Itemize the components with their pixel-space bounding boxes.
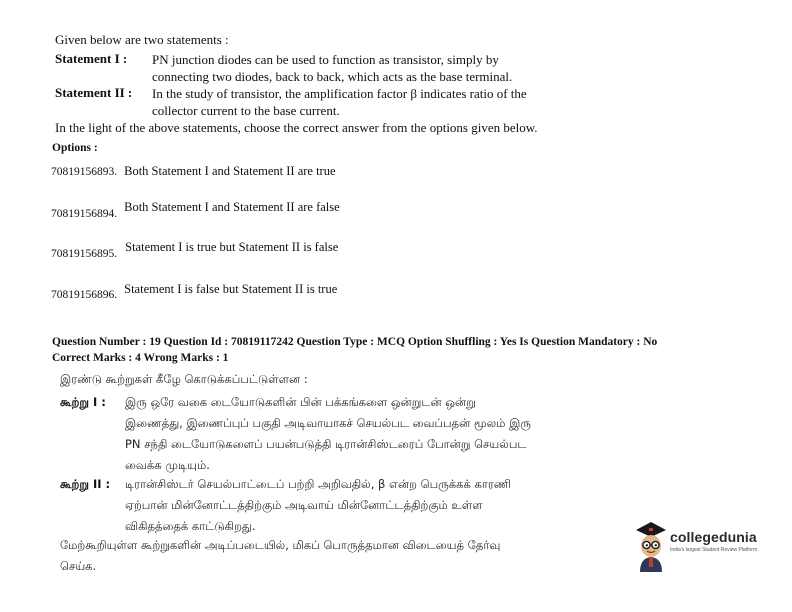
- option-1[interactable]: [51, 162, 336, 180]
- tamil-statement-2-line: ஏற்பான் மின்னோட்டத்திற்கும் அடிவாய் மின்னோட்டத்திற்கும் உள்ள: [125, 498, 483, 512]
- tamil-statement-1-line: இரு ஒரே வகை டையோடுகளின் பின் பக்கங்களை ஒன்றுடன் ஒன்று: [125, 395, 476, 409]
- tamil-statement-1-label: கூற்று I :: [60, 395, 106, 409]
- graduate-mascot-icon: [634, 516, 668, 574]
- statement-1-line: PN junction diodes can be used to function as transistor, simply by: [152, 52, 499, 67]
- option-2[interactable]: [51, 198, 340, 220]
- logo-tagline: India's largest Student Review Platform: [670, 547, 758, 553]
- tamil-statement-2-line: விகிதத்தைக் காட்டுகிறது.: [125, 519, 256, 533]
- question-instruction: In the light of the above statements, choose the correct answer from the options given below.: [55, 120, 538, 135]
- options-heading: Options :: [52, 142, 98, 154]
- statement-2-label: Statement II :: [55, 85, 133, 100]
- collegedunia-logo: [634, 516, 774, 576]
- option-text: Both Statement I and Statement II are false: [124, 200, 340, 214]
- option-id: 70819156895.: [51, 248, 118, 260]
- tamil-statement-2-label: கூற்று II :: [60, 477, 111, 491]
- tamil-instruction: [60, 535, 500, 577]
- statement-2-line: collector current to the base current.: [152, 103, 340, 118]
- tamil-statement-1-line: வைக்க முடியும்.: [125, 458, 210, 472]
- statement-2-text: [152, 85, 527, 119]
- logo-wordmark: collegedunia: [670, 529, 757, 545]
- question-meta-line-1: Question Number : 19 Question Id : 70819117242 Question Type : MCQ Option Shuffling : Yes Is Question Mandatory : No: [52, 336, 658, 348]
- statement-1-label: Statement I :: [55, 51, 128, 66]
- option-id: 70819156894.: [51, 208, 118, 220]
- option-4[interactable]: [51, 280, 338, 301]
- option-id: 70819156893.: [51, 166, 118, 178]
- question-intro: Given below are two statements :: [55, 32, 229, 47]
- tamil-question-intro: இரண்டு கூற்றுகள் கீழே கொடுக்கப்பட்டுள்ளன :: [60, 372, 308, 386]
- tamil-statement-1-text: [125, 392, 531, 476]
- statement-1-line: connecting two diodes, back to back, which acts as the base terminal.: [152, 69, 513, 84]
- question-meta-line-2: Correct Marks : 4 Wrong Marks : 1: [52, 352, 229, 364]
- tamil-instruction-line: செய்க.: [60, 559, 97, 573]
- statement-1-text: [152, 51, 512, 85]
- statement-2-line: In the study of transistor, the amplification factor β indicates ratio of the: [152, 86, 527, 101]
- option-text: Statement I is false but Statement II is true: [124, 282, 338, 296]
- option-3[interactable]: [51, 238, 339, 260]
- tamil-instruction-line: மேற்கூறியுள்ள கூற்றுகளின் அடிப்படையில், மிகப் பொருத்தமான விடையைத் தேர்வு: [60, 538, 501, 552]
- option-text: Statement I is true but Statement II is false: [125, 240, 339, 254]
- option-text: Both Statement I and Statement II are true: [124, 164, 336, 178]
- tamil-statement-2-line: டிரான்சிஸ்டர் செயல்பாட்டைப் பற்றி அறிவதில், β என்ற பெருக்கக் காரணி: [125, 477, 511, 491]
- tamil-statement-1-line: PN சந்தி டையோடுகளைப் பயன்படுத்தி டிரான்சிஸ்டரைப் போன்று செயல்பட: [125, 437, 527, 451]
- option-id: 70819156896.: [51, 289, 118, 301]
- tamil-statement-2-text: [125, 474, 511, 537]
- tamil-statement-1-line: இணைத்து, இணைப்புப் பகுதி அடிவாயாகச் செயல்பட வைப்பதன் மூலம் இரு: [125, 416, 531, 430]
